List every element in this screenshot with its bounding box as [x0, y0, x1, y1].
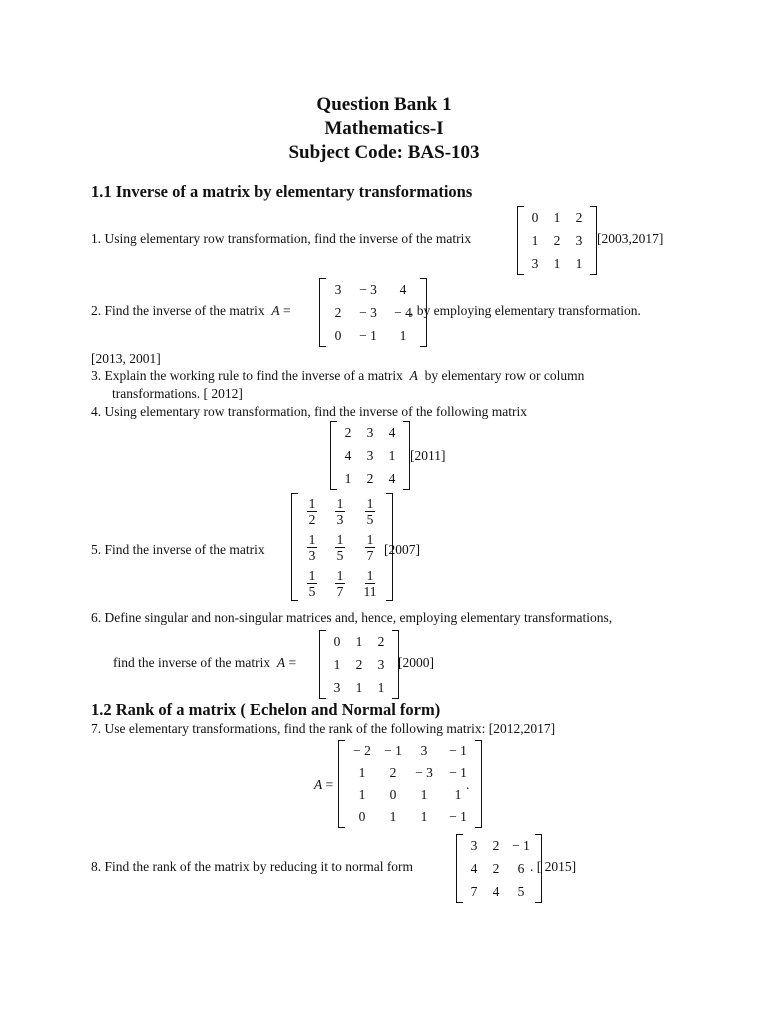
question-2-eq: =	[279, 303, 291, 318]
matrix-cell: − 3	[359, 305, 377, 320]
matrix-cell	[354, 531, 386, 563]
fraction-numerator: 1	[308, 532, 316, 547]
matrix-cell: 1	[531, 233, 539, 248]
matrix-cell: 2	[366, 471, 374, 486]
matrix-cell: − 2	[353, 743, 371, 758]
fraction-denominator: 5	[308, 584, 316, 599]
matrix-cell: 1	[355, 634, 363, 649]
matrix-cell: − 1	[512, 838, 530, 853]
question-4-year: [2011]	[410, 448, 446, 463]
matrix-cell: 5	[517, 884, 525, 899]
matrix-cell: 3	[420, 743, 428, 758]
question-3-line1	[91, 367, 584, 385]
question-7-matrix	[338, 740, 482, 828]
matrix-cell: 3	[470, 838, 478, 853]
matrix-cell: − 1	[384, 743, 402, 758]
matrix-cell: 2	[553, 233, 561, 248]
question-7-eq: =	[322, 777, 334, 792]
matrix-cell: 1	[377, 680, 385, 695]
question-2-label: 2. Find the inverse of the matrix	[91, 303, 265, 318]
question-5-text: 5. Find the inverse of the matrix	[91, 542, 265, 557]
question-3-text-b: by elementary row or column	[424, 368, 585, 383]
question-5-matrix	[291, 493, 393, 601]
fraction	[335, 568, 346, 599]
matrix-cell: 3	[575, 233, 583, 248]
matrix-cell: 3	[333, 680, 341, 695]
question-6-eq: =	[285, 655, 297, 670]
section-heading-1-1: 1.1 Inverse of a matrix by elementary transformations	[91, 182, 473, 201]
fraction	[364, 568, 377, 599]
question-4-matrix	[330, 421, 410, 490]
matrix-cell: 1	[399, 328, 407, 343]
question-4-text: 4. Using elementary row transformation, find the inverse of the following matrix	[91, 404, 528, 419]
fraction	[365, 496, 376, 527]
matrix-cell: 4	[399, 282, 407, 297]
matrix-cell: 1	[553, 210, 561, 225]
matrix-cell: − 1	[449, 765, 467, 780]
fraction-numerator: 1	[336, 568, 344, 583]
question-3-var: A	[409, 368, 418, 383]
matrix-cell: 4	[344, 448, 352, 463]
fraction-numerator: 1	[336, 532, 344, 547]
question-2-text	[91, 302, 291, 320]
question-6-line2	[113, 654, 296, 672]
fraction	[307, 532, 318, 563]
fraction-denominator: 5	[366, 512, 374, 527]
matrix-cell: 1	[344, 471, 352, 486]
question-6-line1: 6. Define singular and non-singular matrices and, hence, employing elementary transformations,	[91, 610, 613, 625]
fraction	[335, 532, 346, 563]
matrix-cell	[326, 567, 354, 599]
matrix-cell: 3	[531, 256, 539, 271]
fraction	[307, 496, 318, 527]
fraction-numerator: 1	[366, 496, 374, 511]
matrix-cell	[354, 495, 386, 527]
matrix-cell: 2	[492, 838, 500, 853]
matrix-cell: 4	[388, 425, 396, 440]
fraction-denominator: 11	[363, 584, 377, 599]
matrix-cell: 2	[377, 634, 385, 649]
question-7-var: A	[314, 777, 323, 792]
matrix-cell: − 3	[359, 282, 377, 297]
matrix-cell	[298, 495, 326, 527]
question-1-year: [2003,2017]	[597, 231, 664, 246]
question-2-after: , by employing elementary transformation.	[410, 303, 641, 318]
matrix-cell: − 1	[449, 809, 467, 824]
fraction-numerator: 1	[366, 568, 374, 583]
question-1-matrix	[517, 206, 597, 275]
matrix-cell: 2	[355, 657, 363, 672]
matrix-cell	[298, 531, 326, 563]
fraction-numerator: 1	[308, 568, 316, 583]
question-6-matrix	[319, 630, 399, 699]
matrix-cell: 2	[334, 305, 342, 320]
matrix-cell	[326, 495, 354, 527]
question-5-year: [2007]	[384, 542, 420, 557]
doc-title: Question Bank 1	[316, 94, 452, 115]
doc-subject-code: Subject Code: BAS-103	[288, 142, 480, 163]
fraction-numerator: 1	[366, 532, 374, 547]
section-heading-1-2: 1.2 Rank of a matrix ( Echelon and Normal form)	[91, 700, 441, 719]
fraction-numerator: 1	[336, 496, 344, 511]
matrix-cell: 2	[492, 861, 500, 876]
question-7-lhs	[314, 776, 333, 794]
question-8-after: . [ 2015]	[530, 859, 577, 874]
matrix-cell: 1	[420, 809, 428, 824]
matrix-cell: 4	[388, 471, 396, 486]
fraction-denominator: 5	[336, 548, 344, 563]
matrix-cell: 1	[420, 787, 428, 802]
matrix-cell: 7	[470, 884, 478, 899]
question-3-line2: transformations. [ 2012]	[112, 386, 243, 401]
matrix-cell: − 1	[359, 328, 377, 343]
matrix-cell: − 4	[394, 305, 412, 320]
matrix-cell: − 1	[449, 743, 467, 758]
question-2-var: A	[271, 303, 280, 318]
matrix-cell: 4	[470, 861, 478, 876]
fraction	[307, 568, 318, 599]
matrix-cell: 2	[389, 765, 397, 780]
question-1-text: 1. Using elementary row transformation, find the inverse of the matrix	[91, 231, 472, 246]
matrix-cell: 0	[531, 210, 539, 225]
doc-subject: Mathematics-I	[324, 118, 444, 139]
question-2-year: [2013, 2001]	[91, 351, 161, 366]
question-6-year: [2000]	[398, 655, 434, 670]
fraction-denominator: 7	[366, 548, 374, 563]
question-7-after: .	[466, 777, 470, 792]
fraction-numerator: 1	[308, 496, 316, 511]
matrix-cell	[354, 567, 386, 599]
matrix-cell: 1	[358, 765, 366, 780]
question-6-var: A	[276, 655, 286, 670]
matrix-cell: 6	[517, 861, 525, 876]
matrix-cell: 1	[355, 680, 363, 695]
matrix-cell: − 3	[415, 765, 433, 780]
matrix-cell: 1	[388, 448, 396, 463]
matrix-cell: 4	[492, 884, 500, 899]
matrix-cell: 1	[454, 787, 462, 802]
matrix-cell: 3	[366, 448, 374, 463]
question-3-text-a: 3. Explain the working rule to find the inverse of a matrix	[91, 368, 403, 383]
matrix-cell: 1	[333, 657, 341, 672]
matrix-cell: 1	[575, 256, 583, 271]
matrix-cell: 0	[334, 328, 342, 343]
fraction	[335, 496, 346, 527]
question-6-text: find the inverse of the matrix	[113, 655, 271, 670]
matrix-cell: 1	[358, 787, 366, 802]
matrix-cell: 3	[334, 282, 342, 297]
fraction-denominator: 3	[308, 548, 316, 563]
matrix-cell	[298, 567, 326, 599]
fraction-denominator: 3	[336, 512, 344, 527]
question-7-text: 7. Use elementary transformations, find the rank of the following matrix: [2012,2017]	[91, 721, 556, 736]
matrix-cell: 2	[344, 425, 352, 440]
matrix-cell: 1	[389, 809, 397, 824]
matrix-cell: 0	[358, 809, 366, 824]
fraction-denominator: 7	[336, 584, 344, 599]
matrix-cell: 0	[333, 634, 341, 649]
matrix-cell: 3	[366, 425, 374, 440]
fraction	[365, 532, 376, 563]
matrix-cell: 0	[389, 787, 397, 802]
matrix-cell: 2	[575, 210, 583, 225]
question-8-text: 8. Find the rank of the matrix by reducing it to normal form	[91, 859, 414, 874]
matrix-cell: 3	[377, 657, 385, 672]
matrix-cell	[326, 531, 354, 563]
matrix-cell: 1	[553, 256, 561, 271]
fraction-denominator: 2	[308, 512, 316, 527]
